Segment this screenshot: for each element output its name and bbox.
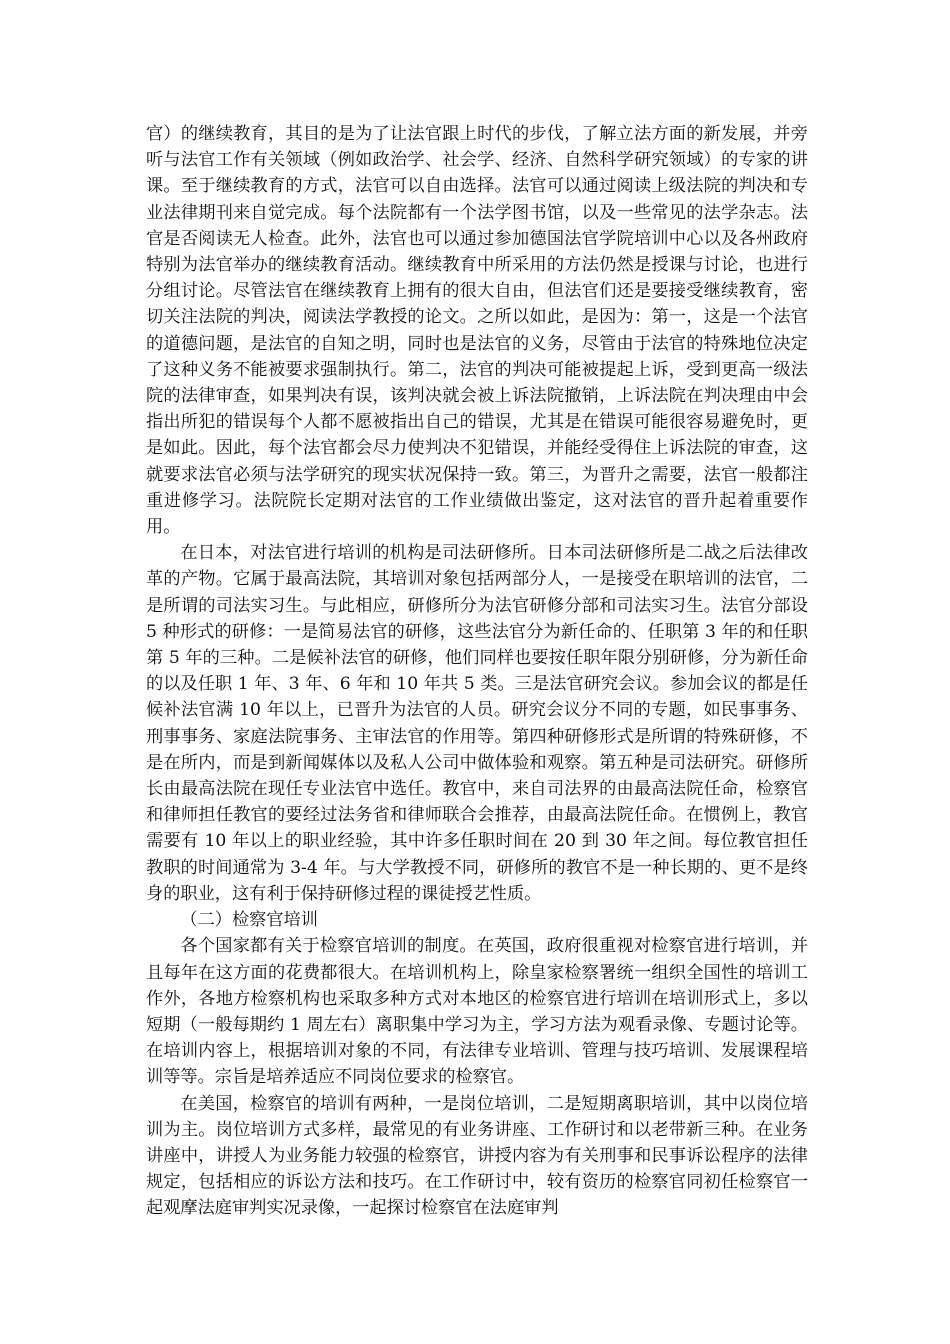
paragraph-japan-judicial-training: 在日本，对法官进行培训的机构是司法研修所。日本司法研修所是二战之后法律改革的产物。它属于最高法院，其培训对象包括两部分人，一是接受在职培训的法官，二是所谓的司法实习生。与此相应，研修所分为法官研修分部和司法实习生。法官分部设 5 种形式的研修：一是简易法官的研修，这些法官分为新任命的、任职第 3 年的和任职第 5 年的三种。二是候补法官的研修，他们同样也要按任职年限分别研修，分为新任命的以及任职 1 年、3 年、6 年和 10 年共 5 类。三是法官研究会议。参加会议的都是任候补法官满 10 年以上，已晋升为法官的人员。研究会议分不同的专题，如民事事务、刑事事务、家庭法院事务、主审法官的作用等。第四种研修形式是所谓的特殊研修，不是在所内，而是到新闻媒体以及私人公司中做体验和观察。第五种是司法研究。研修所长由最高法院在现任专业法官中选任。教官中，来自司法界的由最高法院任命，检察官和律师担任教官的要经过法务省和律师联合会推荐，由最高法院任命。在惯例上，教官需要有 10 年以上的职业经验，其中许多任职时间在 20 到 30 年之间。每位教官担任教职的时间通常为 3-4 年。与大学教授不同，研修所的教官不是一种长期的、更不是终身的职业，这有利于保持研修过程的课徒授艺性质。 [146,543,808,904]
paragraph-german-judges-continuing-education: 官）的继续教育，其目的是为了让法官跟上时代的步伐，了解立法方面的新发展，并旁听与法官工作有关领域（例如政治学、社会学、经济、自然科学研究领域）的专家的讲课。至于继续教育的方式，法官可以自由选择。法官可以通过阅读上级法院的判决和专业法律期刊来自觉完成。每个法院都有一个法学图书馆，以及一些常见的法学杂志。法官是否阅读无人检查。此外，法官也可以通过参加德国法官学院培训中心以及各州政府特别为法官举办的继续教育活动。继续教育中所采用的方法仍然是授课与讨论，也进行分组讨论。尽管法官在继续教育上拥有的很大自由，但法官们还是要接受继续教育，密切关注法院的判决，阅读法学教授的论文。之所以如此，是因为：第一，这是一个法官的道德问题，是法官的自知之明，同时也是法官的义务，尽管由于法官的特殊地位决定了这种义务不能被要求强制执行。第二，法官的判决可能被提起上诉，受到更高一级法院的法律审查，如果判决有误，该判决就会被上诉法院撤销，上诉法院在判决理由中会指出所犯的错误每个人都不愿被指出自己的错误，尤其是在错误可能很容易避免时，更是如此。因此，每个法官都会尽力使判决不犯错误，并能经受得住上诉法院的审查，这就要求法官必须与法学研究的现实状况保持一致。第三，为晋升之需要，法官一般都注重进修学习。法院院长定期对法官的工作业绩做出鉴定，这对法官的晋升起着重要作用。 [146,124,808,538]
section-heading-prosecutor-training: （二）检察官培训 [180,910,318,931]
document-body [146,121,808,1222]
paragraph-uk-prosecutor-training: 各个国家都有关于检察官培训的制度。在英国，政府很重视对检察官进行培训，并且每年在这方面的花费都很大。在培训机构上，除皇家检察署统一组织全国性的培训工作外，各地方检察机构也采取多种方式对本地区的检察官进行培训在培训形式上，多以短期（一般每期约 1 周左右）离职集中学习为主，学习方法为观看录像、专题讨论等。在培训内容上，根据培训对象的不同，有法律专业培训、管理与技巧培训、发展课程培训等等。宗旨是培养适应不同岗位要求的检察官。 [146,936,808,1088]
paragraph-us-prosecutor-training: 在美国，检察官的培训有两种，一是岗位培训，二是短期离职培训，其中以岗位培训为主。岗位培训方式多样，最常见的有业务讲座、工作研讨和以老带新三种。在业务讲座中，讲授人为业务能力较强的检察官，讲授内容为有关刑事和民事诉讼程序的法律规定，包括相应的诉讼方法和技巧。在工作研讨中，较有资历的检察官同初任检察官一起观摩法庭审判实况录像，一起探讨检察官在法庭审判 [146,1093,808,1219]
